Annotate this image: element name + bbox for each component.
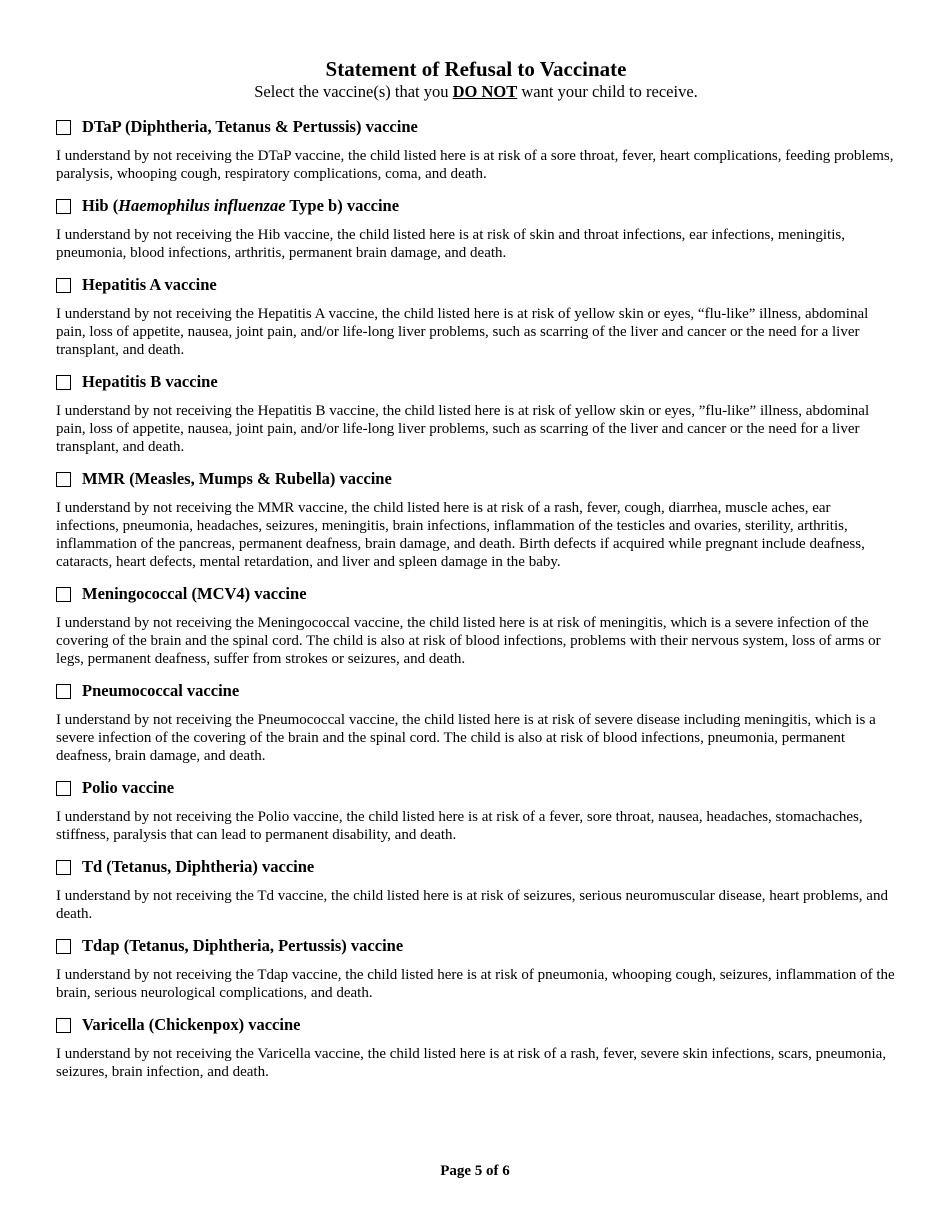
vaccine-item-tdap: [56, 934, 896, 1002]
vaccine-label: Tdap (Tetanus, Diphtheria, Pertussis) vaccine: [82, 936, 404, 955]
vaccine-description: I understand by not receiving the Tdap vaccine, the child listed here is at risk of pneumonia, whooping cough, seizures, inflammation of the brain, serious neurological complications, and death.: [56, 967, 895, 1001]
vaccine-label: Td (Tetanus, Diphtheria) vaccine: [82, 857, 315, 876]
vaccine-description: I understand by not receiving the Meningococcal vaccine, the child listed here is at risk of meningitis, which is a severe infection of the covering of the brain and the spinal cord. The child is also at risk of blood infections, problems with their nervous system, loss of arms or legs, permanent deafness, suffer from strokes or seizures, and death.: [56, 615, 881, 667]
document-page: [56, 56, 896, 1092]
vaccine-item-polio: [56, 776, 896, 844]
vaccine-description: I understand by not receiving the DTaP vaccine, the child listed here is at risk of a sore throat, fever, heart complications, feeding problems, paralysis, whooping cough, respiratory complications, coma, and death.: [56, 148, 894, 182]
vaccine-item-mmr: [56, 467, 896, 571]
vaccine-label-prefix: Hib (: [82, 196, 119, 215]
checkbox-meningococcal[interactable]: [56, 587, 71, 602]
vaccine-item-td: [56, 855, 896, 923]
checkbox-varicella[interactable]: [56, 1018, 71, 1033]
vaccine-label: Pneumococcal vaccine: [82, 681, 240, 700]
vaccine-description: I understand by not receiving the Hepatitis A vaccine, the child listed here is at risk of yellow skin or eyes, “flu-like” illness, abdominal pain, loss of appetite, nausea, joint pain, and/or life-long liver problems, such as scarring of the liver and cancer or the need for a liver transplant, and death.: [56, 306, 869, 358]
vaccine-option-varicella[interactable]: [56, 1013, 896, 1037]
vaccine-option-pneumococcal[interactable]: [56, 679, 896, 703]
subtitle-text: Select the vaccine(s) that you: [254, 82, 453, 101]
vaccine-option-dtap[interactable]: [56, 115, 896, 139]
vaccine-description: I understand by not receiving the MMR vaccine, the child listed here is at risk of a rash, fever, cough, diarrhea, muscle aches, ear infections, pneumonia, headaches, seizures, meningitis, brain infections, inflammation of the testicles and ovaries, sterility, arthritis, inflammation of the pancreas, permanent deafness, brain damage, and death. Birth defects if acquired while pregnant include deafness, cataracts, heart defects, mental retardation, and liver and spleen damage in the baby.: [56, 500, 865, 570]
vaccine-label: DTaP (Diphtheria, Tetanus & Pertussis) vaccine: [82, 117, 418, 136]
vaccine-option-hepatitis-b[interactable]: [56, 370, 896, 394]
page-subtitle: [56, 82, 896, 102]
subtitle-emphasis: DO NOT: [452, 82, 518, 101]
vaccine-label: [82, 196, 399, 216]
vaccine-item-varicella: [56, 1013, 896, 1081]
vaccine-item-pneumococcal: [56, 679, 896, 765]
vaccine-label: Meningococcal (MCV4) vaccine: [82, 584, 307, 603]
checkbox-hepatitis-a[interactable]: [56, 278, 71, 293]
vaccine-description: I understand by not receiving the Hib vaccine, the child listed here is at risk of skin and throat infections, ear infections, meningitis, pneumonia, blood infections, arthritis, permanent brain damage, and death.: [56, 227, 845, 261]
vaccine-option-mmr[interactable]: [56, 467, 896, 491]
vaccine-option-tdap[interactable]: [56, 934, 896, 958]
subtitle-text-end: want your child to receive.: [517, 82, 698, 101]
checkbox-pneumococcal[interactable]: [56, 684, 71, 699]
vaccine-label-italic: Haemophilus influenzae: [118, 196, 286, 215]
page-title: Statement of Refusal to Vaccinate: [325, 57, 627, 81]
vaccine-label: Hepatitis A vaccine: [82, 275, 217, 294]
vaccine-label-suffix: Type b) vaccine: [285, 196, 400, 215]
vaccine-description: I understand by not receiving the Hepatitis B vaccine, the child listed here is at risk of yellow skin or eyes, ”flu-like” illness, abdominal pain, loss of appetite, nausea, joint pain, and/or life-long liver problems, such as scarring of the liver and cancer or the need for a liver transplant, and death.: [56, 403, 870, 455]
vaccine-label: MMR (Measles, Mumps & Rubella) vaccine: [82, 469, 392, 488]
vaccine-item-hepatitis-b: [56, 370, 896, 456]
checkbox-tdap[interactable]: [56, 939, 71, 954]
vaccine-description: I understand by not receiving the Varicella vaccine, the child listed here is at risk of a rash, fever, severe skin infections, scars, pneumonia, seizures, brain infection, and death.: [56, 1046, 887, 1080]
vaccine-option-td[interactable]: [56, 855, 896, 879]
vaccine-item-hepatitis-a: [56, 273, 896, 359]
vaccine-description: I understand by not receiving the Polio vaccine, the child listed here is at risk of a fever, sore throat, nausea, headaches, stomachaches, stiffness, paralysis that can lead to permanent disability, and death.: [56, 809, 863, 843]
vaccine-option-meningococcal[interactable]: [56, 582, 896, 606]
vaccine-label: Hepatitis B vaccine: [82, 372, 218, 391]
vaccine-item-meningococcal: [56, 582, 896, 668]
checkbox-hib[interactable]: [56, 199, 71, 214]
vaccine-item-dtap: [56, 115, 896, 183]
vaccine-option-polio[interactable]: [56, 776, 896, 800]
page-number: Page 5 of 6: [440, 1163, 510, 1179]
vaccine-label: Polio vaccine: [82, 778, 175, 797]
checkbox-dtap[interactable]: [56, 120, 71, 135]
vaccine-option-hepatitis-a[interactable]: [56, 273, 896, 297]
vaccine-label: Varicella (Chickenpox) vaccine: [82, 1015, 301, 1034]
checkbox-polio[interactable]: [56, 781, 71, 796]
vaccine-description: I understand by not receiving the Td vaccine, the child listed here is at risk of seizures, serious neuromuscular disease, heart problems, and death.: [56, 888, 888, 922]
checkbox-td[interactable]: [56, 860, 71, 875]
vaccine-description: I understand by not receiving the Pneumococcal vaccine, the child listed here is at risk of severe disease including meningitis, which is a severe infection of the covering of the brain and the spinal cord. The child is also at risk of blood infections, pneumonia, permanent deafness, brain damage, and death.: [56, 712, 876, 764]
checkbox-mmr[interactable]: [56, 472, 71, 487]
vaccine-item-hib: [56, 194, 896, 262]
vaccine-option-hib[interactable]: [56, 194, 896, 218]
checkbox-hepatitis-b[interactable]: [56, 375, 71, 390]
